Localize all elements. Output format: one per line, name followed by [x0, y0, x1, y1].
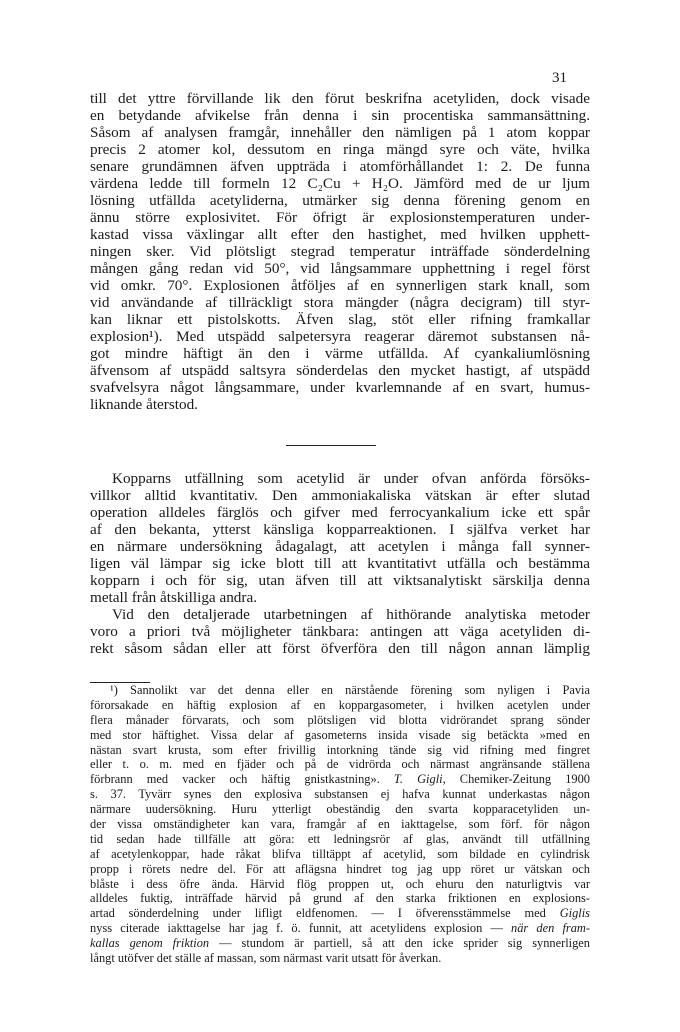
text-segment: förbrann med vacker och häftig gnistkastning».: [90, 772, 394, 787]
footnote-line: [90, 728, 590, 743]
text-line: till det yttre förvillande lik den förut beskrifna acetyliden, dock visade: [90, 90, 590, 107]
text-line: senare grundämnen äfven uppträda i atomförhållandet 1: 2. De funna: [90, 158, 590, 175]
text-line: got mindre häftigt än den i värme utfällda. Af cyankaliumlösning: [90, 345, 590, 362]
text-line: liknande återstod.: [90, 396, 198, 413]
text-line: lösning utfällda acetyliderna, utmärker sig denna förening genom en: [90, 192, 590, 209]
text-line: metall från åtskilliga andra.: [90, 589, 257, 606]
italic-text: T. Gigli,: [393, 772, 446, 787]
italic-text: när den fram-: [511, 921, 590, 936]
text-line: operation alldeles färglös och gifver med ferrocyankalium icke ett spår: [90, 504, 590, 521]
footnote-line: [90, 877, 590, 892]
footnote-line: [90, 951, 590, 966]
text-segment: eller t. o. m. med en fjäder och på de vidrörda och närmast angränsande ställena: [90, 757, 590, 772]
text-line: ligen väl lämpar sig icke blott till att kvantitativt utfälla och bestämma: [90, 555, 590, 572]
footnote-line: [90, 683, 590, 698]
text-segment: med stor häftighet. Vissa delar af gasometerns insida visade sig betäckta »med en: [90, 727, 590, 742]
footnote-line: [90, 906, 590, 921]
text-segment: Chemiker-Zeitung 1900: [445, 772, 590, 787]
footnote-line: [90, 713, 590, 728]
text-line: voro a priori två möjligheter tänkbara: antingen att väga acetyliden di-: [90, 623, 590, 640]
footnote-line: [90, 743, 590, 758]
text-line: rekt såsom sådan eller att först öfverföra den till någon annan lämplig: [90, 640, 590, 657]
footnote: [90, 683, 590, 966]
text-segment: närmare uudersökning. Huru ytterligt obeständig den svarta kopparacetyliden un-: [90, 802, 590, 817]
section-divider: [286, 445, 376, 446]
text-segment: alldeles fuktig, inträffade härvid på grund af den starka friktionen en explosions-: [90, 891, 590, 906]
text-segment: af acetylenkoppar, hade råkat blifva tilltäppt af acetylid, som bildade en cylindrisk: [90, 846, 590, 861]
footnote-line: [90, 817, 590, 832]
text-line: en betydande afvikelse från denna i sin procentiska sammansättning.: [90, 107, 590, 124]
text-segment: blåste i dess öfre ända. Härvid flög proppen ut, och ehuru den naturligtvis var: [90, 876, 590, 891]
footnote-line: [90, 921, 590, 936]
text-segment: artad sönderdelning under lifligt eldfenomen. — I öfverensstämmelse med: [90, 906, 560, 921]
text-line: kastad vissa växlingar allt efter den hastighet, med hvilken upphett-: [90, 226, 590, 243]
footnote-line: [90, 772, 590, 787]
footnote-line: [90, 832, 590, 847]
footnote-line: [90, 802, 590, 817]
text-segment: s. 37. Tyvärr synes den explosiva substansen ej hafva kunnat underkastas någon: [90, 787, 590, 802]
text-line: vid användande af tillräckligt stora mängder (några decigram) till styr-: [90, 294, 590, 311]
text-line: explosion¹). Med utspädd salpetersyra reagerar däremot substansen nå-: [90, 328, 590, 345]
text-segment: tid sedan hade tillfälle att göra: ett ledningsrör af glas, användt till utfällning: [90, 831, 590, 846]
text-line: af den bekanta, ytterst känsliga kopparreaktionen. I själfva verket har: [90, 521, 590, 538]
footnote-line: [90, 891, 590, 906]
footnote-line: [90, 847, 590, 862]
footnote-line: [90, 787, 590, 802]
text-line: vid omkr. 70°. Explosionen åtföljes af en synnerligen stark knall, som: [90, 277, 590, 294]
text-line: mången gång redan vid 50°, vid långsammare upphettning i regel först: [90, 260, 590, 277]
italic-text: Giglis: [559, 906, 590, 921]
italic-text: kallas genom friktion: [90, 936, 210, 951]
text-segment: långt utöfver det ställe af massan, som närmast varit utsatt för åverkan.: [90, 951, 442, 966]
footnote-line: [90, 757, 590, 772]
text-line: Kopparns utfällning som acetylid är under ofvan anförda försöks-: [112, 470, 590, 487]
page-number: 31: [552, 70, 567, 86]
text-segment: — stundom är partiell, så att den icke sprider sig synnerligen: [209, 936, 591, 951]
text-line: värdena ledde till formeln 12 C₂Cu + H₂O. Jämförd med de ur ljum: [90, 175, 590, 192]
text-line: villkor alltid kvantitativ. Den ammoniakaliska vätskan är efter slutad: [90, 487, 590, 504]
text-segment: nyss citerade iakttagelse har jag f. ö. funnit, att acetylidens explosion —: [90, 921, 512, 936]
text-segment: flera månader förvarats, och som plötsligen vid blotta vidrörandet sprang sönder: [90, 712, 590, 727]
text-line: Såsom af analysen framgår, innehåller den nämligen på 1 atom koppar: [90, 124, 590, 141]
text-line: en närmare undersökning ådagalagt, att acetylen i många fall synner-: [90, 538, 590, 555]
footnote-line: [90, 698, 590, 713]
text-line: ännu större explosivitet. För öfrigt är explosionstemperaturen under-: [90, 209, 590, 226]
footnote-line: [90, 862, 590, 877]
text-segment: der vissa omständigheter kan vara, framgår af en iakttagelse, som förf. för någon: [90, 817, 590, 832]
paragraph-2: [90, 470, 590, 606]
text-line: äfvensom af utspädd saltsyra sönderdelas den mycket hastigt, af utspädd: [90, 362, 590, 379]
footnote-line: [90, 936, 590, 951]
text-line: svafvelsyra något långsammare, under kvarlemnande af en svart, humus-: [90, 379, 590, 396]
paragraph-3: [90, 606, 590, 657]
text-line: Vid den detaljerade utarbetningen af hithörande analytiska metoder: [112, 606, 590, 623]
text-segment: nästan svart krusta, som efter frivillig intorkning tände sig vid rifning med fingret: [90, 742, 590, 757]
text-segment: propp i rörets nedre del. För att aflägsna hindret tog jag upp röret ur vätskan och: [90, 861, 590, 876]
paragraph-1: [90, 90, 590, 413]
text-segment: förorsakade en häftig explosion af en koppargasometer, i hvilken acetylen under: [90, 697, 590, 712]
text-segment: ¹) Sannolikt var det denna eller en närstående förening som nyligen i Pavia: [110, 683, 590, 697]
text-line: kopparn i och för sig, utan äfven till att viktsanalytiskt särskilja denna: [90, 572, 590, 589]
text-line: ningen sker. Vid plötsligt stegrad temperatur inträffade sönderdelning: [90, 243, 590, 260]
text-line: precis 2 atomer kol, dessutom en ringa mängd syre och väte, hvilka: [90, 141, 590, 158]
text-line: kan liknar ett pistolskotts. Äfven slag, stöt eller rifning framkallar: [90, 311, 590, 328]
